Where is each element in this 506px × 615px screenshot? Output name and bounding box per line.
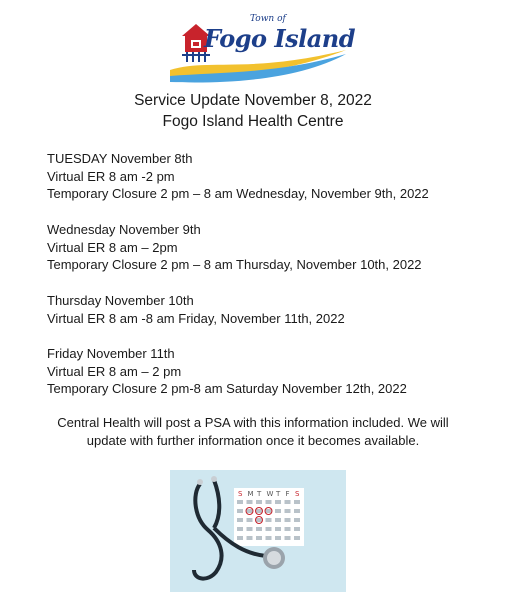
schedule-line: Virtual ER 8 am -2 pm xyxy=(47,168,175,184)
calendar-cell xyxy=(275,509,281,513)
calendar-day-letter: S xyxy=(295,490,300,498)
calendar-cell xyxy=(266,536,272,540)
schedule-line: Virtual ER 8 am -8 am Friday, November 11th, 2022 xyxy=(47,310,345,326)
calendar-cell xyxy=(275,527,281,531)
schedule-block-wednesday xyxy=(47,221,422,274)
schedule-line: Virtual ER 8 am – 2 pm xyxy=(47,363,182,379)
calendar-cell xyxy=(294,536,300,540)
page-subtitle: Fogo Island Health Centre xyxy=(162,113,344,130)
calendar-cell xyxy=(294,500,300,504)
logo-small-text: Town of xyxy=(250,14,286,24)
calendar-cell xyxy=(285,518,291,522)
schedule-day: Friday November 11th xyxy=(47,346,175,361)
info-note-line: Central Health will post a PSA with this information included. We will xyxy=(57,415,449,430)
stethoscope-icon xyxy=(170,470,346,592)
page-title: Service Update November 8, 2022 xyxy=(134,92,372,109)
calendar-day-letter: T xyxy=(276,490,281,498)
calendar-cell xyxy=(256,500,262,504)
calendar-cell xyxy=(294,509,300,513)
schedule-block-friday xyxy=(47,345,407,398)
calendar-cell xyxy=(247,509,253,513)
info-note-line: update with further information once it becomes available. xyxy=(86,432,420,448)
calendar-cell xyxy=(237,509,243,513)
schedule-block-thursday xyxy=(47,292,345,327)
schedule-line: Virtual ER 8 am – 2pm xyxy=(47,239,178,255)
schedule-line: Temporary Closure 2 pm – 8 am Wednesday, November 9th, 2022 xyxy=(47,186,429,201)
calendar-cell xyxy=(285,500,291,504)
calendar-cell xyxy=(256,509,262,513)
calendar-day-letter: T xyxy=(257,490,262,498)
calendar-cell xyxy=(237,536,243,540)
calendar-cell xyxy=(256,518,262,522)
calendar-cell xyxy=(266,527,272,531)
calendar-cell xyxy=(247,500,253,504)
calendar-cell xyxy=(237,518,243,522)
calendar-cell xyxy=(237,500,243,504)
calendar-cell xyxy=(247,527,253,531)
calendar-cell xyxy=(275,518,281,522)
calendar-cell xyxy=(285,527,291,531)
calendar-cell xyxy=(275,536,281,540)
calendar-cell xyxy=(294,527,300,531)
logo-name: Fogo Island xyxy=(204,24,356,53)
calendar-cell xyxy=(285,509,291,513)
calendar-day-letter: S xyxy=(238,490,243,498)
calendar-cell xyxy=(294,518,300,522)
calendar-cell xyxy=(266,500,272,504)
calendar-cell xyxy=(275,500,281,504)
schedule-day: Wednesday November 9th xyxy=(47,222,201,237)
calendar-cell xyxy=(256,527,262,531)
calendar-cell xyxy=(266,509,272,513)
calendar-cell xyxy=(247,536,253,540)
calendar-cell xyxy=(237,527,243,531)
schedule-line: Temporary Closure 2 pm – 8 am Thursday, November 10th, 2022 xyxy=(47,257,422,272)
calendar-day-letter: W xyxy=(266,490,274,498)
schedule-block-tuesday xyxy=(47,150,429,203)
stethoscope-calendar-image xyxy=(170,470,346,592)
schedule-day: Thursday November 10th xyxy=(47,293,194,308)
calendar-cell xyxy=(256,536,262,540)
schedule-day: TUESDAY November 8th xyxy=(47,151,193,166)
info-note xyxy=(0,414,506,449)
schedule-line: Temporary Closure 2 pm-8 am Saturday November 12th, 2022 xyxy=(47,381,407,396)
calendar-cell xyxy=(285,536,291,540)
calendar-day-letter: M xyxy=(247,490,254,498)
calendar-cell xyxy=(247,518,253,522)
town-logo xyxy=(168,14,356,86)
calendar-cell xyxy=(266,518,272,522)
calendar-day-letter: F xyxy=(285,490,290,498)
